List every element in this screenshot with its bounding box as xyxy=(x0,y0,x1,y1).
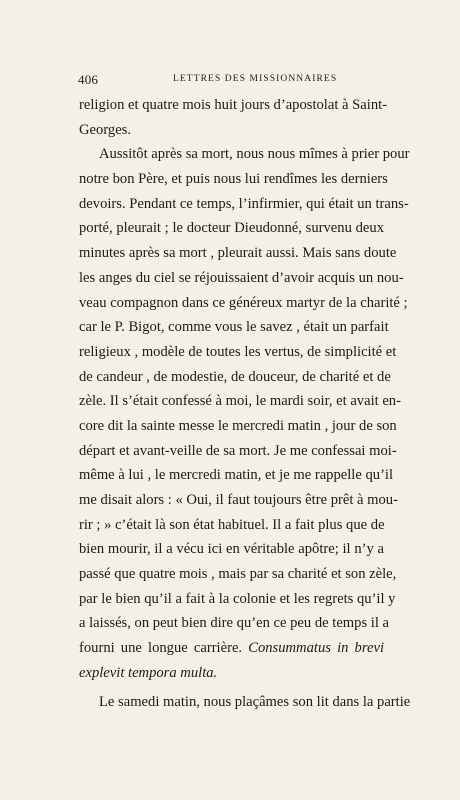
text-line: Georges. xyxy=(79,121,132,138)
text-line: religion et quatre mois huit jours d’apostolat à Saint- xyxy=(79,97,388,113)
paragraph xyxy=(79,690,411,715)
page-header xyxy=(78,72,384,88)
text-line: porté, pleurait ; le docteur Dieudonné, survenu deux xyxy=(79,220,384,237)
text-line: zèle. Il s’était confessé à moi, le mardi soir, et avait en- xyxy=(79,393,401,410)
text-line: les anges du ciel se réjouissaient d’avoir acquis un nou- xyxy=(79,269,404,286)
text-line: Aussitôt après sa mort, nous nous mîmes à prier pour xyxy=(99,146,410,163)
text-line: veau compagnon dans ce généreux martyr de la charité ; xyxy=(79,294,408,311)
text-line: bien mourir, il a vécu ici en véritable apôtre; il n’y a xyxy=(79,541,384,558)
page-number: 406 xyxy=(78,72,99,87)
text-line: me disait alors : « Oui, il faut toujours être prêt à mou- xyxy=(79,492,398,508)
text-line: par le bien qu’il a fait à la colonie et les regrets qu’il y xyxy=(79,590,396,607)
paragraph xyxy=(79,93,388,142)
text-line: devoirs. Pendant ce temps, l’infirmier, qui était un trans- xyxy=(79,195,409,212)
text-line: minutes après sa mort , pleurait aussi. Mais sans doute xyxy=(79,245,397,262)
text-line: même à lui , le mercredi matin, et je me rappelle qu’il xyxy=(79,467,394,484)
text-line: départ et avant-veille de sa mort. Je me confessai moi- xyxy=(79,442,397,459)
text-line: notre bon Père, et puis nous lui rendîmes les derniers xyxy=(79,171,388,188)
text-line: rir ; » c’était là son état habituel. Il a fait plus que de xyxy=(79,516,385,533)
text-line: passé que quatre mois , mais par sa charité et son zèle, xyxy=(79,566,397,583)
text-line: car le P. Bigot, comme vous le savez , était un parfait xyxy=(79,319,389,336)
text-line: religieux , modèle de toutes les vertus, de simplicité et xyxy=(79,343,397,360)
text-line: explevit tempora multa. xyxy=(79,664,218,681)
text-line: fourni une longue carrière. Consummatus in brevi xyxy=(79,640,385,657)
latin-quote: Consummatus in brevi xyxy=(242,640,385,657)
text-line: de candeur , de modestie, de douceur, de charité et de xyxy=(79,368,391,385)
body-text xyxy=(79,93,411,714)
text-line: a laissés, on peut bien dire qu’en ce peu de temps il a xyxy=(79,615,390,632)
text-line: Le samedi matin, nous plaçâmes son lit dans la partie xyxy=(99,693,411,710)
running-head: LETTRES DES MISSIONNAIRES xyxy=(173,74,338,84)
text-line: core dit la sainte messe le mercredi matin , jour de son xyxy=(79,417,397,434)
paragraph xyxy=(79,142,410,685)
